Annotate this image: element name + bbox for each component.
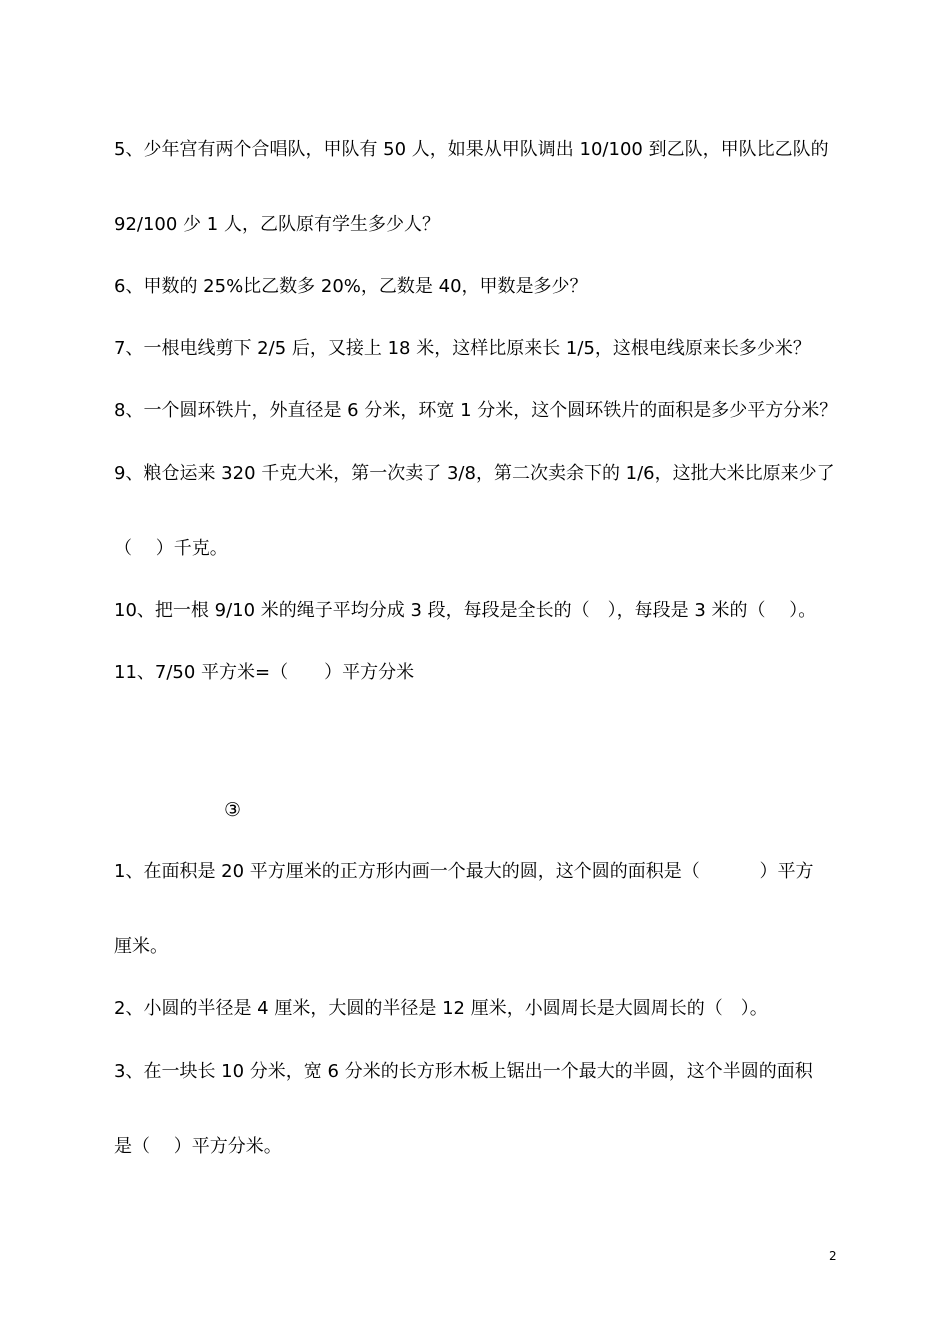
section3-question-2: 2、小圆的半径是 4 厘米，大圆的半径是 12 厘米，小圆周长是大圆周长的（ ）。 xyxy=(114,998,768,1019)
section-number-mark: ③ xyxy=(224,799,242,821)
question-11: 11、7/50 平方米=（ ）平方分米 xyxy=(114,662,415,683)
section3-question-3-line-2: 是（ ）平方分米。 xyxy=(114,1136,282,1157)
question-5-line-2: 92/100 少 1 人，乙队原有学生多少人？ xyxy=(114,214,440,235)
question-6: 6、甲数的 25%比乙数多 20%，乙数是 40，甲数是多少？ xyxy=(114,276,588,297)
question-8: 8、一个圆环铁片，外直径是 6 分米，环宽 1 分米，这个圆环铁片的面积是多少平方分米？ xyxy=(114,400,838,421)
page-number: 2 xyxy=(829,1249,837,1263)
section3-question-1-line-1: 1、在面积是 20 平方厘米的正方形内画一个最大的圆，这个圆的面积是（ ）平方 xyxy=(114,861,814,882)
question-5-line-1: 5、少年宫有两个合唱队，甲队有 50 人，如果从甲队调出 10/100 到乙队，甲队比乙队的 xyxy=(114,139,829,160)
section3-question-3-line-1: 3、在一块长 10 分米，宽 6 分米的长方形木板上锯出一个最大的半圆，这个半圆的面积 xyxy=(114,1061,813,1082)
question-7: 7、一根电线剪下 2/5 后，又接上 18 米，这样比原来长 1/5，这根电线原来长多少米？ xyxy=(114,338,811,359)
section3-question-1-line-2: 厘米。 xyxy=(114,936,168,957)
question-9-line-1: 9、粮仓运来 320 千克大米，第一次卖了 3/8，第二次卖余下的 1/6，这批大米比原来少了 xyxy=(114,463,835,484)
question-10: 10、把一根 9/10 米的绳子平均分成 3 段，每段是全长的（ ），每段是 3 米的（ ）。 xyxy=(114,600,817,621)
question-9-line-2: （ ）千克。 xyxy=(114,538,228,559)
